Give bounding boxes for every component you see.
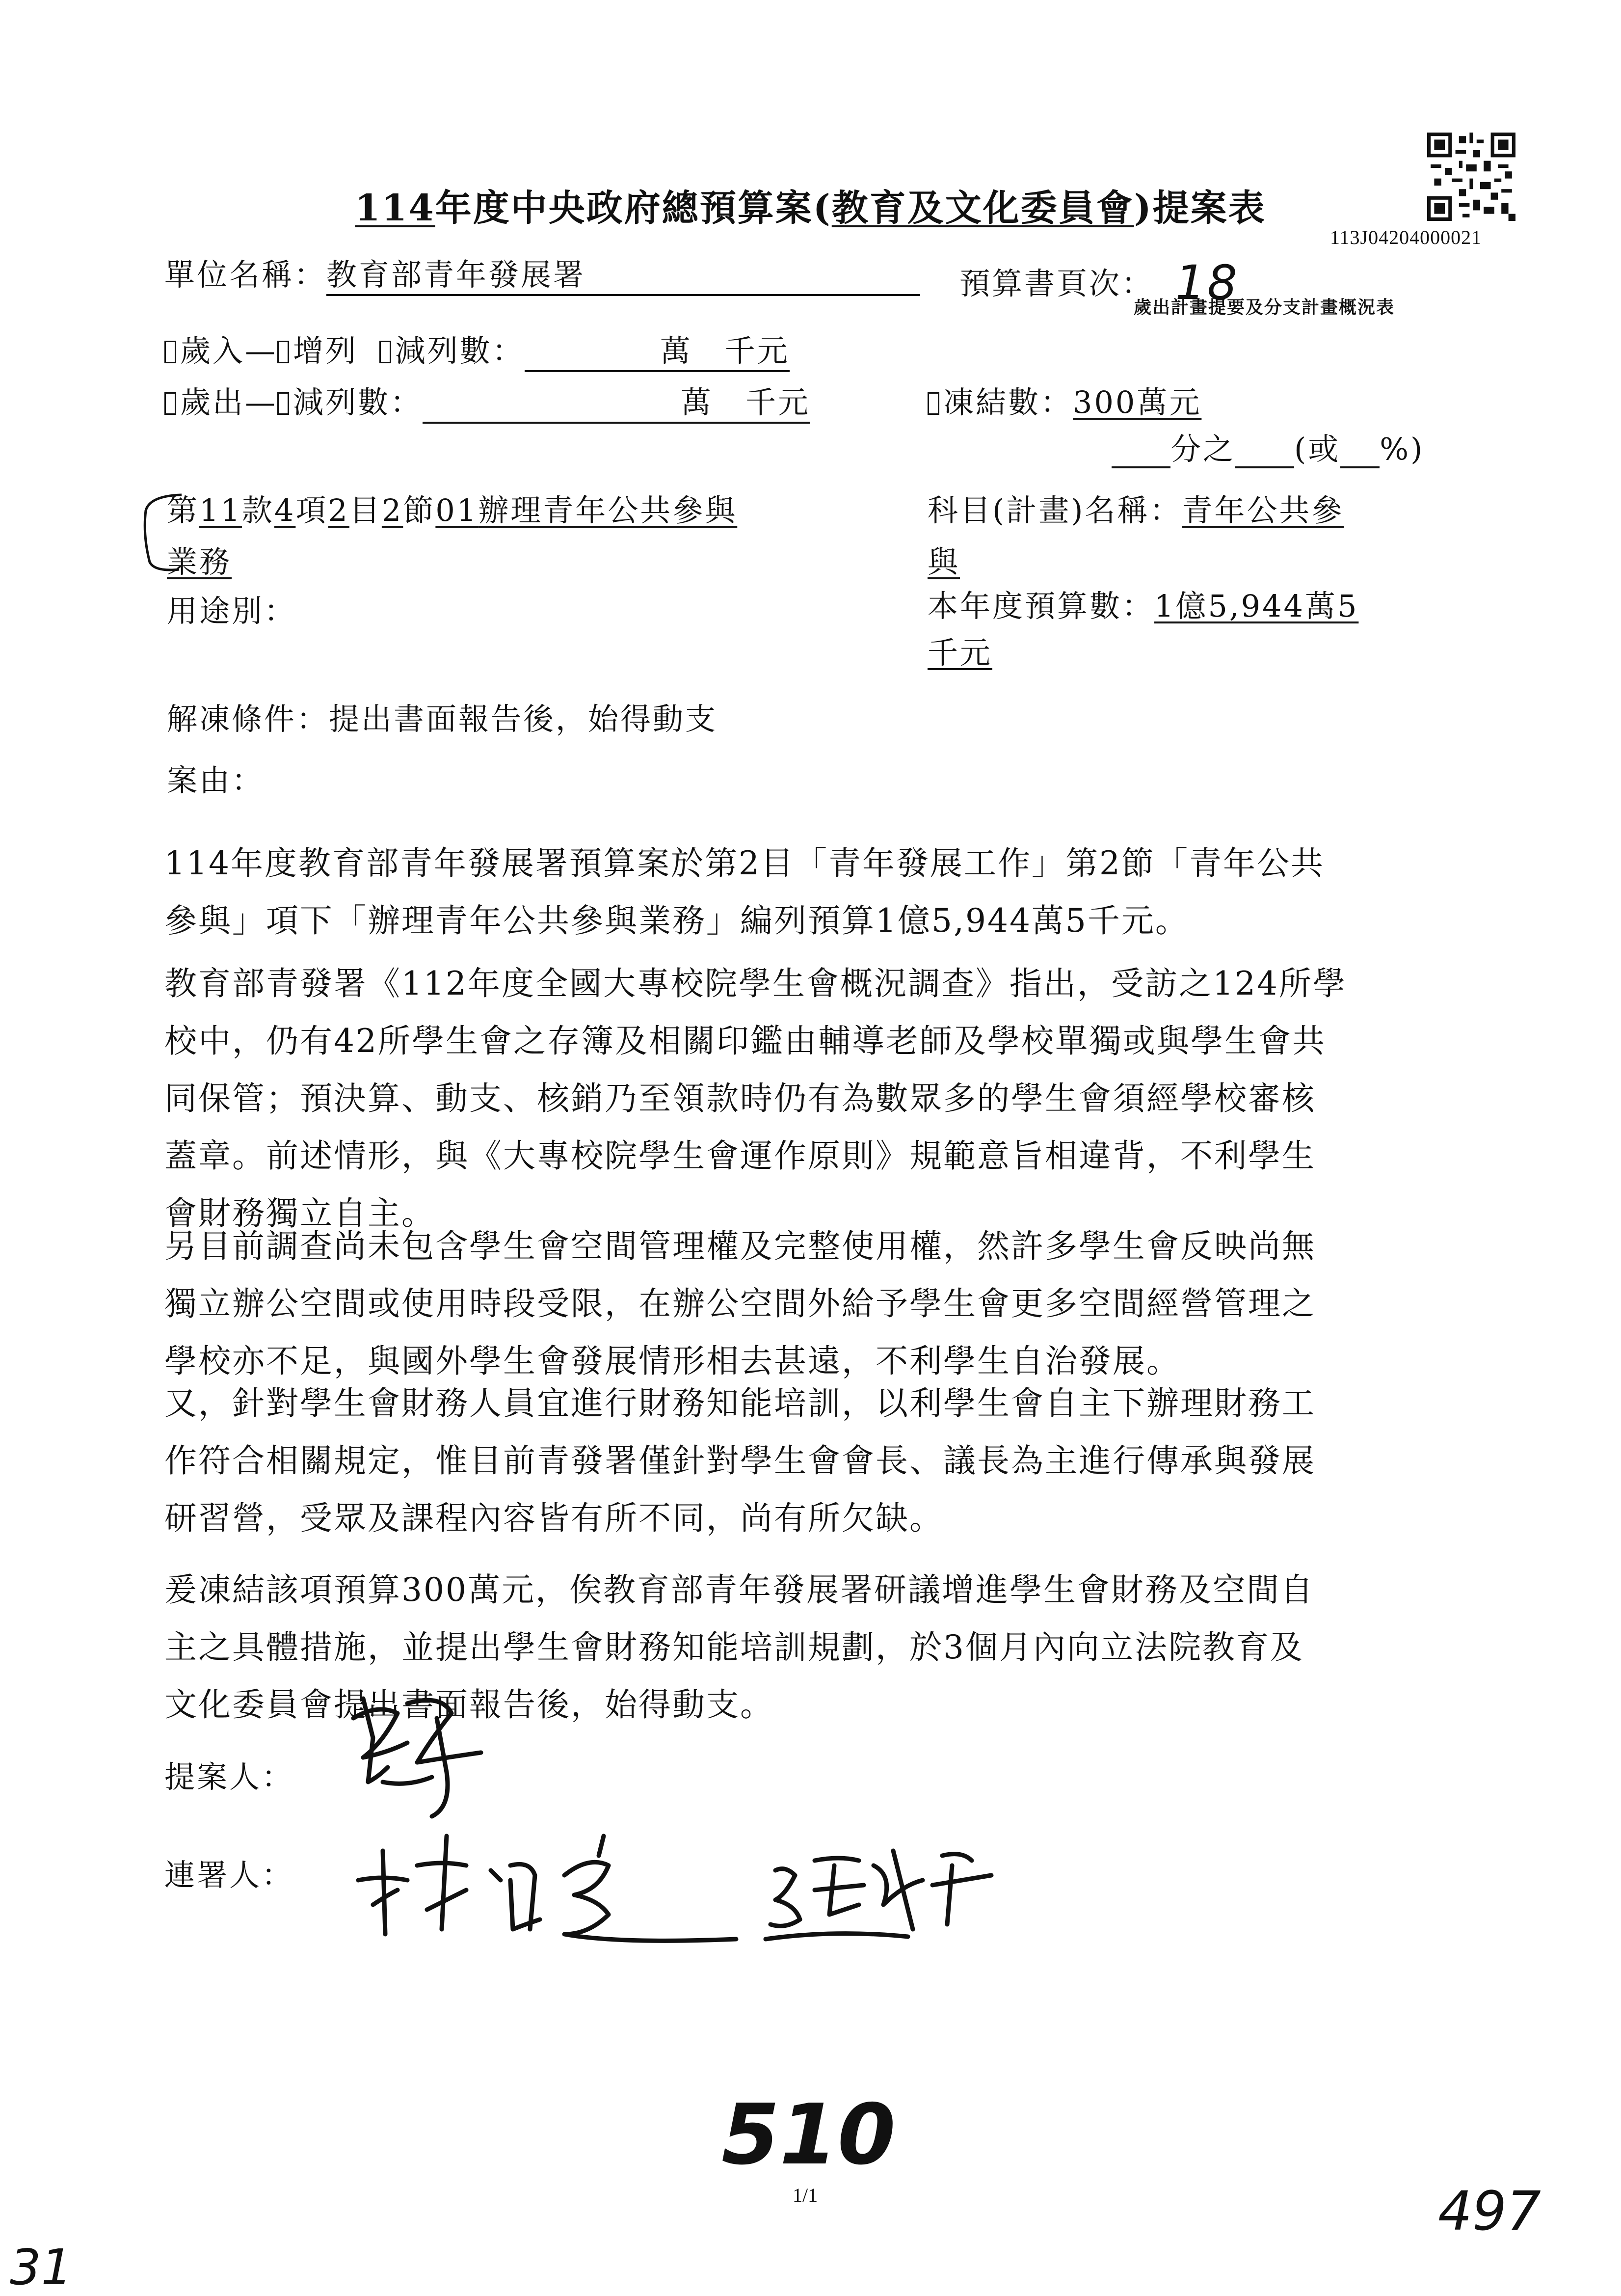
- paragraph-line: 作符合相關規定，惟目前青發署僅針對學生會會長、議長為主進行傳承與發展: [164, 1442, 1316, 1480]
- item-kuan-number: 11: [199, 492, 242, 528]
- page-value: 18: [1175, 255, 1239, 310]
- freeze-checkbox: [928, 392, 939, 415]
- paragraph-2: [164, 955, 1465, 1242]
- paragraph-line: 文化委員會提出書面報告後，始得動支。: [164, 1686, 774, 1724]
- document-serial: 113J04204000021: [1330, 226, 1482, 248]
- item-name-cont: 業務: [167, 544, 232, 580]
- paragraph-line: 另目前調查尚未包含學生會空間管理權及完整使用權，然許多學生會反映尚無: [164, 1227, 1316, 1265]
- fraction-numerator: [1112, 437, 1170, 468]
- expense-checkbox: [164, 392, 176, 415]
- item-mu-number: 2: [328, 492, 349, 528]
- item-jie: 節: [403, 492, 436, 528]
- paragraph-line: 校中，仍有42所學生會之存簿及相關印鑑由輔導老師及學校單獨或與學生會共: [164, 1022, 1326, 1060]
- item-line-1: [167, 486, 737, 530]
- unit-field: [326, 250, 920, 296]
- expense-decrease-label: 減列數：: [293, 384, 423, 420]
- subject-label: 科目(計畫)名稱：: [928, 492, 1182, 528]
- item-prefix: 第: [167, 492, 200, 528]
- paragraph-line: 參與」項下「辦理青年公共參與業務」編列預算1億5,944萬5千元。: [164, 902, 1189, 940]
- paragraph-line: 獨立辦公空間或使用時段受限，在辦公空間外給予學生會更多空間經營管理之: [164, 1285, 1316, 1323]
- budget-row-2: [928, 628, 992, 672]
- fraction-denominator: [1235, 437, 1294, 468]
- income-decrease-checkbox: [379, 341, 391, 363]
- expense-row: [164, 378, 810, 424]
- item-code: 01: [435, 492, 478, 528]
- page-label: 預算書頁次：: [959, 266, 1154, 301]
- income-decrease-label: 減列數：: [395, 333, 525, 369]
- budget-value: 1億5,944萬5: [1154, 588, 1359, 624]
- handwritten-page-number: 510: [721, 2086, 896, 2184]
- income-label: 歲入—: [180, 333, 278, 369]
- expense-decrease-checkbox: [277, 392, 289, 415]
- paragraph-3: [164, 1217, 1465, 1390]
- budget-label: 本年度預算數：: [928, 588, 1155, 624]
- proposer-label: 提案人：: [164, 1759, 294, 1795]
- income-unit: 萬 千元: [660, 333, 790, 369]
- fraction-open: (或: [1294, 431, 1341, 467]
- freeze-row: [928, 378, 1201, 422]
- income-amount-field: [525, 326, 790, 372]
- title-suffix: )提案表: [1134, 187, 1266, 229]
- paragraph-line: 又，針對學生會財務人員宜進行財務知能培訓，以利學生會自主下辦理財務工: [164, 1384, 1316, 1422]
- paragraph-line: 蓋章。前述情形，與《大專校院學生會運作原則》規範意旨相違背，不利學生: [164, 1137, 1316, 1175]
- expense-label: 歲出—: [180, 384, 278, 420]
- paragraph-1: [164, 835, 1465, 949]
- paragraph-line: 學校亦不足，與國外學生會發展情形相去甚遠，不利學生自治發展。: [164, 1342, 1180, 1380]
- release-condition: 解凍條件：提出書面報告後，始得動支: [167, 701, 718, 737]
- page-note: 歲出計畫提要及分支計畫概況表: [1134, 297, 1395, 318]
- handwritten-right-number: 497: [1438, 2180, 1541, 2242]
- title-committee: 教育及文化委員會: [831, 187, 1134, 229]
- usage-label: 用途別：: [167, 593, 297, 629]
- page-title: [0, 179, 1621, 231]
- paragraph-line: 會財務獨立自主。: [164, 1194, 435, 1232]
- fraction-percent: [1340, 437, 1380, 468]
- budget-row: [928, 582, 1358, 625]
- freeze-label: 凍結數：: [943, 384, 1073, 420]
- expense-unit: 萬 千元: [681, 384, 811, 420]
- item-line-2: [167, 538, 232, 581]
- paragraph-4: [164, 1375, 1465, 1547]
- reason-label: 案由：: [167, 762, 265, 798]
- income-checkbox: [164, 341, 176, 363]
- item-kuan: 款: [241, 492, 274, 528]
- unit-label: 單位名稱：: [164, 257, 327, 293]
- increase-checkbox: [277, 341, 289, 363]
- subject-row-2: [928, 538, 960, 581]
- item-jie-number: 2: [381, 492, 403, 528]
- handwritten-left-number: 31: [10, 2239, 73, 2296]
- paragraph-line: 114年度教育部青年發展署預算案於第2目「青年發展工作」第2節「青年公共: [164, 844, 1325, 882]
- budget-value-cont: 千元: [928, 635, 993, 671]
- paragraph-line: 教育部青發署《112年度全國大專校院學生會概況調查》指出，受訪之124所學: [164, 965, 1347, 1002]
- expense-amount-field: [423, 378, 810, 424]
- unit-value: 教育部青年發展署: [326, 257, 586, 293]
- subject-row: [928, 486, 1344, 530]
- page-number: 1/1: [793, 2184, 818, 2206]
- fraction-close: %): [1380, 431, 1425, 467]
- item-mu: 目: [349, 492, 382, 528]
- subject-value: 青年公共參: [1182, 492, 1344, 528]
- income-row: [164, 326, 790, 372]
- subject-value-cont: 與: [928, 544, 960, 580]
- fraction-row: [1112, 425, 1424, 468]
- unit-row: [164, 250, 920, 296]
- item-name: 辦理青年公共參與: [478, 492, 738, 528]
- item-xiang-number: 4: [274, 492, 296, 528]
- title-year: 114: [355, 187, 435, 229]
- cosigner-label: 連署人：: [164, 1857, 294, 1893]
- cosigner-signatures: [344, 1807, 1129, 1973]
- item-xiang: 項: [295, 492, 328, 528]
- title-mid: 年度中央政府總預算案(: [435, 187, 832, 229]
- fraction-mid: 分之: [1170, 431, 1236, 467]
- paragraph-line: 研習營，受眾及課程內容皆有所不同，尚有所欠缺。: [164, 1499, 943, 1537]
- paragraph-line: 爰凍結該項預算300萬元，俟教育部青年發展署研議增進學生會財務及空間自: [164, 1571, 1314, 1609]
- paragraph-line: 同保管；預決算、動支、核銷乃至領款時仍有為數眾多的學生會須經學校審核: [164, 1080, 1316, 1117]
- paragraph-line: 主之具體措施，並提出學生會財務知能培訓規劃，於3個月內向立法院教育及: [164, 1628, 1304, 1666]
- freeze-value: 300萬元: [1073, 384, 1202, 420]
- increase-label: 增列: [293, 333, 358, 369]
